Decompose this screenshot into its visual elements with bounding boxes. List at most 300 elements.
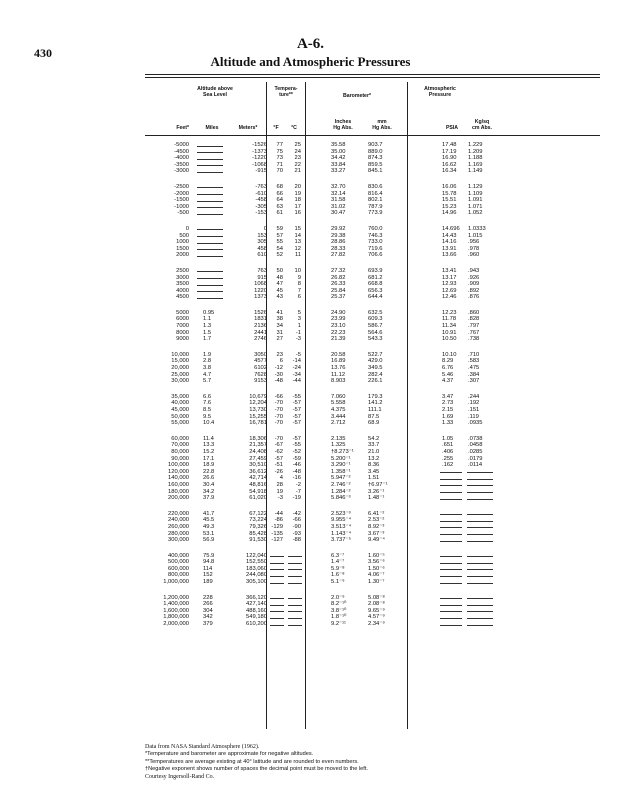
cell-miles: 6.6 bbox=[203, 393, 212, 400]
row-group bbox=[145, 553, 600, 586]
cell-deg-c: 8 bbox=[297, 281, 301, 288]
cell-psia-blank-rule bbox=[440, 541, 462, 542]
cell-feet: 300,000 bbox=[168, 537, 189, 544]
table-row bbox=[145, 365, 600, 372]
cell-kg-sq-cm: .860 bbox=[468, 309, 480, 316]
row-group bbox=[145, 394, 600, 427]
cell-deg-c: 16 bbox=[294, 210, 301, 217]
table-row bbox=[145, 210, 600, 217]
cell-inches-hg: 7.060 bbox=[331, 393, 346, 400]
table-row bbox=[145, 559, 600, 566]
cell-deg-f-blank-rule bbox=[270, 605, 284, 606]
cell-deg-c: -52 bbox=[292, 448, 301, 455]
cell-meters: 61,020 bbox=[249, 495, 267, 502]
cell-mm-hg: 746.3 bbox=[368, 232, 383, 239]
cell-feet: 280,000 bbox=[168, 530, 189, 537]
cell-inches-hg: 1.284⁻² bbox=[331, 488, 351, 495]
row-group bbox=[145, 595, 600, 628]
cell-deg-f: 31 bbox=[276, 329, 283, 336]
cell-inches-hg: 2.523⁻³ bbox=[331, 510, 351, 517]
cell-psia: 16.62 bbox=[442, 161, 457, 168]
table-row bbox=[145, 162, 600, 169]
cell-deg-c-blank-rule bbox=[288, 576, 302, 577]
cell-feet: 200,000 bbox=[168, 495, 189, 502]
cell-meters: -610 bbox=[255, 190, 267, 197]
cell-deg-c-blank-rule bbox=[288, 556, 302, 557]
cell-inches-hg: 26.82 bbox=[331, 274, 346, 281]
header-atmospheric-group: Atmospheric Pressure bbox=[424, 86, 456, 98]
header-psia: PSIA bbox=[445, 125, 459, 131]
cell-psia: 16.06 bbox=[442, 183, 457, 190]
cell-meters: 1526 bbox=[254, 309, 267, 316]
table-row bbox=[145, 239, 600, 246]
cell-deg-c: 9 bbox=[297, 274, 301, 281]
cell-inches-hg: 28.86 bbox=[331, 239, 346, 246]
cell-mm-hg: 54.2 bbox=[368, 435, 380, 442]
cell-deg-f: 48 bbox=[276, 274, 283, 281]
cell-mm-hg: 2.34⁻⁹ bbox=[368, 621, 385, 628]
cell-psia: 13.66 bbox=[442, 252, 457, 259]
cell-psia: 11.34 bbox=[442, 323, 457, 330]
cell-meters: 7628 bbox=[254, 371, 267, 378]
cell-meters: 0 bbox=[263, 225, 267, 232]
table-row bbox=[145, 197, 600, 204]
table-row bbox=[145, 372, 600, 379]
table-row bbox=[145, 336, 600, 343]
cell-feet: -500 bbox=[177, 210, 189, 217]
cell-miles: 30.4 bbox=[203, 481, 215, 488]
cell-psia: 6.76 bbox=[442, 365, 454, 372]
cell-feet: -2500 bbox=[174, 183, 189, 190]
cell-miles: 37.9 bbox=[203, 495, 215, 502]
cell-miles-blank-rule bbox=[197, 256, 223, 257]
table-row bbox=[145, 475, 600, 482]
table-row bbox=[145, 400, 600, 407]
cell-miles-blank-rule bbox=[197, 285, 223, 286]
cell-meters: 915 bbox=[257, 274, 267, 281]
cell-feet: -4500 bbox=[174, 148, 189, 155]
cell-mm-hg: 787.9 bbox=[368, 203, 383, 210]
cell-miles: 1.9 bbox=[203, 351, 212, 358]
cell-deg-c: 15 bbox=[294, 225, 301, 232]
cell-deg-c: -59 bbox=[292, 455, 301, 462]
cell-meters: 4577 bbox=[254, 358, 267, 365]
cell-meters: 3050 bbox=[254, 351, 267, 358]
table-row bbox=[145, 281, 600, 288]
cell-deg-f: 64 bbox=[276, 197, 283, 204]
header-mm-hg: mm Hg Abs. bbox=[372, 119, 392, 131]
page-number: 430 bbox=[34, 46, 52, 60]
cell-psia: 14.16 bbox=[442, 239, 457, 246]
cell-inches-hg: 9.955⁻⁴ bbox=[331, 517, 352, 524]
cell-deg-f: -86 bbox=[274, 517, 283, 524]
table-row bbox=[145, 469, 600, 476]
cell-inches-hg: 3.444 bbox=[331, 413, 346, 420]
table-row bbox=[145, 275, 600, 282]
cell-miles-blank-rule bbox=[197, 278, 223, 279]
cell-meters: 1068 bbox=[254, 281, 267, 288]
cell-feet: 9000 bbox=[176, 336, 189, 343]
table-row bbox=[145, 323, 600, 330]
cell-deg-f: -12 bbox=[274, 365, 283, 372]
table-row bbox=[145, 246, 600, 253]
cell-inches-hg: 3.737⁻⁵ bbox=[331, 537, 351, 544]
table-row bbox=[145, 489, 600, 496]
cell-deg-c-blank-rule bbox=[288, 563, 302, 564]
cell-mm-hg: 1.48⁻¹ bbox=[368, 495, 385, 502]
cell-feet: 1000 bbox=[176, 239, 189, 246]
cell-kg-sq-cm: .0285 bbox=[468, 448, 483, 455]
cell-deg-f: 45 bbox=[276, 287, 283, 294]
cell-miles: 10.4 bbox=[203, 420, 215, 427]
cell-miles: 266 bbox=[203, 601, 213, 608]
cell-mm-hg: 8.36 bbox=[368, 462, 380, 469]
cell-deg-c: 25 bbox=[294, 142, 301, 148]
table-row bbox=[145, 394, 600, 401]
cell-feet: 8000 bbox=[176, 329, 189, 336]
header-temperature-group: Tempera- ture** bbox=[274, 86, 298, 98]
cell-miles: 75.9 bbox=[203, 552, 215, 559]
cell-deg-f: -66 bbox=[274, 393, 283, 400]
cell-kg-sq-cm: 1.229 bbox=[468, 142, 483, 148]
table-row bbox=[145, 621, 600, 628]
table-row bbox=[145, 352, 600, 359]
cell-psia-blank-rule bbox=[440, 527, 462, 528]
cell-inches-hg: 32.14 bbox=[331, 190, 346, 197]
cell-kg-sq-cm-blank-rule bbox=[467, 492, 493, 493]
cell-kg-sq-cm: .119 bbox=[468, 413, 479, 420]
cell-deg-c: -55 bbox=[292, 442, 301, 449]
cell-deg-f: 47 bbox=[276, 281, 283, 288]
cell-kg-sq-cm-blank-rule bbox=[467, 598, 493, 599]
cell-mm-hg: 9.65⁻⁹ bbox=[368, 607, 385, 614]
cell-meters: 16,781 bbox=[249, 420, 267, 427]
cell-meters: 24,408 bbox=[249, 448, 267, 455]
cell-deg-f: -30 bbox=[274, 371, 283, 378]
cell-deg-c: -5 bbox=[295, 351, 301, 358]
cell-feet: -3000 bbox=[174, 168, 189, 175]
table-row bbox=[145, 149, 600, 156]
cell-mm-hg: 609.3 bbox=[368, 316, 383, 323]
cell-mm-hg: 3.67⁻³ bbox=[368, 530, 385, 537]
cell-psia-blank-rule bbox=[440, 618, 462, 619]
cell-meters: 10,679 bbox=[249, 393, 267, 400]
cell-mm-hg: 3.56⁻⁶ bbox=[368, 559, 385, 566]
cell-miles: 1.1 bbox=[203, 316, 212, 323]
cell-deg-c-blank-rule bbox=[288, 569, 302, 570]
header-bottom-rule bbox=[145, 135, 600, 136]
cell-meters: 42,714 bbox=[249, 475, 267, 482]
cell-kg-sq-cm: 1.091 bbox=[468, 197, 483, 204]
cell-feet: 90,000 bbox=[171, 455, 189, 462]
cell-miles-blank-rule bbox=[197, 194, 223, 195]
cell-feet: 800,000 bbox=[168, 572, 189, 579]
header-deg-f: °F bbox=[273, 125, 279, 131]
cell-meters: 13,730 bbox=[249, 407, 267, 413]
cell-mm-hg: 693.9 bbox=[368, 267, 383, 274]
table-row bbox=[145, 436, 600, 443]
cell-psia-blank-rule bbox=[440, 625, 462, 626]
cell-mm-hg: 179.3 bbox=[368, 393, 383, 400]
cell-deg-c: -57 bbox=[292, 435, 301, 442]
table-row bbox=[145, 456, 600, 463]
cell-deg-c: -7 bbox=[295, 488, 301, 495]
table-row bbox=[145, 511, 600, 518]
cell-deg-c-blank-rule bbox=[288, 618, 302, 619]
header-meters: Meters* bbox=[238, 125, 258, 131]
cell-deg-c: 3 bbox=[297, 316, 301, 323]
cell-feet: -2000 bbox=[174, 190, 189, 197]
cell-inches-hg: 4.375 bbox=[331, 407, 346, 413]
cell-psia: 11.78 bbox=[442, 316, 457, 323]
cell-psia-blank-rule bbox=[440, 598, 462, 599]
cell-meters: 2136 bbox=[254, 323, 267, 330]
cell-mm-hg: 760.0 bbox=[368, 225, 383, 232]
table-row bbox=[145, 142, 600, 149]
cell-kg-sq-cm: 1.169 bbox=[468, 161, 483, 168]
cell-mm-hg: 68.9 bbox=[368, 420, 380, 427]
row-group bbox=[145, 511, 600, 544]
cell-inches-hg: †8.273⁻¹ bbox=[331, 448, 354, 455]
cell-deg-f: 55 bbox=[276, 239, 283, 246]
cell-feet: 1,600,000 bbox=[163, 607, 189, 614]
cell-mm-hg: 282.4 bbox=[368, 371, 383, 378]
cell-miles: 9.5 bbox=[203, 413, 212, 420]
cell-miles-blank-rule bbox=[197, 271, 223, 272]
cell-meters: 2441 bbox=[254, 329, 267, 336]
table-row bbox=[145, 330, 600, 337]
cell-mm-hg: 1.30⁻⁷ bbox=[368, 579, 385, 586]
cell-mm-hg: 111.1 bbox=[368, 407, 382, 413]
cell-mm-hg: 3.26⁻¹ bbox=[368, 488, 385, 495]
cell-miles: 45.5 bbox=[203, 517, 215, 524]
cell-feet: 15,000 bbox=[171, 358, 189, 365]
cell-inches-hg: 32.70 bbox=[331, 183, 346, 190]
cell-deg-c: 5 bbox=[297, 309, 301, 316]
cell-psia-blank-rule bbox=[440, 576, 462, 577]
cell-psia: 12.46 bbox=[442, 294, 457, 301]
table-row bbox=[145, 414, 600, 421]
cell-inches-hg: 2.0⁻⁹ bbox=[331, 594, 345, 601]
cell-psia-blank-rule bbox=[440, 492, 462, 493]
cell-mm-hg: 773.9 bbox=[368, 210, 383, 217]
cell-feet: 1,000,000 bbox=[163, 579, 189, 586]
cell-kg-sq-cm: 1.109 bbox=[468, 190, 483, 197]
cell-mm-hg: 13.2 bbox=[368, 455, 380, 462]
cell-deg-c: 6 bbox=[297, 294, 301, 301]
row-group bbox=[145, 226, 600, 259]
cell-meters: 67,122 bbox=[249, 510, 267, 517]
cell-psia: 1.33 bbox=[442, 420, 454, 427]
table-row bbox=[145, 358, 600, 365]
cell-deg-f: -48 bbox=[274, 378, 283, 385]
cell-meters: 27,459 bbox=[249, 455, 267, 462]
cell-deg-f-blank-rule bbox=[270, 556, 284, 557]
cell-miles: 189 bbox=[203, 579, 213, 586]
cell-kg-sq-cm: .797 bbox=[468, 323, 480, 330]
cell-inches-hg: 2.135 bbox=[331, 435, 346, 442]
cell-miles: 5.7 bbox=[203, 378, 212, 385]
cell-deg-c: -90 bbox=[292, 523, 301, 530]
cell-miles: 41.7 bbox=[203, 510, 215, 517]
cell-deg-f: 43 bbox=[276, 294, 283, 301]
cell-psia: 13.17 bbox=[442, 274, 457, 281]
cell-deg-f: 34 bbox=[276, 323, 283, 330]
cell-meters: -1220 bbox=[252, 155, 267, 162]
cell-inches-hg: 6.3⁻⁷ bbox=[331, 552, 345, 559]
cell-kg-sq-cm: 1.209 bbox=[468, 148, 483, 155]
cell-deg-c: 24 bbox=[294, 148, 301, 155]
cell-psia: 15.23 bbox=[442, 203, 457, 210]
cell-kg-sq-cm-blank-rule bbox=[467, 521, 493, 522]
cell-meters: 152,550 bbox=[246, 559, 267, 566]
table-row bbox=[145, 462, 600, 469]
cell-psia: .162 bbox=[442, 462, 454, 469]
cell-deg-f: 52 bbox=[276, 252, 283, 259]
table-row bbox=[145, 449, 600, 456]
cell-miles-blank-rule bbox=[197, 159, 223, 160]
cell-miles-blank-rule bbox=[197, 214, 223, 215]
cell-kg-sq-cm: .192 bbox=[468, 400, 480, 407]
cell-mm-hg: 845.1 bbox=[368, 168, 383, 175]
cell-deg-f: 66 bbox=[276, 190, 283, 197]
cell-miles: 49.3 bbox=[203, 523, 215, 530]
cell-mm-hg: 586.7 bbox=[368, 323, 383, 330]
cell-kg-sq-cm-blank-rule bbox=[467, 485, 493, 486]
cell-mm-hg: 733.0 bbox=[368, 239, 383, 246]
cell-feet: -3500 bbox=[174, 161, 189, 168]
table-row bbox=[145, 601, 600, 608]
cell-psia-blank-rule bbox=[440, 563, 462, 564]
cell-psia: 12.23 bbox=[442, 309, 457, 316]
cell-deg-c: 7 bbox=[297, 287, 301, 294]
cell-deg-c: -16 bbox=[292, 475, 301, 482]
cell-mm-hg: 141.2 bbox=[368, 400, 383, 407]
cell-meters: 122,040 bbox=[246, 552, 267, 559]
cell-deg-f: -70 bbox=[274, 400, 283, 407]
cell-deg-f: 50 bbox=[276, 267, 283, 274]
row-group bbox=[145, 268, 600, 301]
footnote-source: Data from NASA Standard Atmosphere (1962). bbox=[145, 744, 260, 750]
table-row bbox=[145, 482, 600, 489]
cell-meters: 305,100 bbox=[246, 579, 267, 586]
cell-deg-c-blank-rule bbox=[288, 598, 302, 599]
cell-meters: 549,180 bbox=[246, 614, 267, 621]
cell-kg-sq-cm: .956 bbox=[468, 239, 480, 246]
cell-miles: 379 bbox=[203, 621, 213, 628]
cell-deg-c: -88 bbox=[292, 537, 301, 544]
cell-miles: 94.8 bbox=[203, 559, 215, 566]
cell-inches-hg: 29.92 bbox=[331, 225, 346, 232]
cell-meters: -458 bbox=[255, 197, 267, 204]
cell-deg-f: -51 bbox=[274, 462, 283, 469]
cell-deg-f: 61 bbox=[276, 210, 283, 217]
cell-feet: 100,000 bbox=[168, 462, 189, 469]
cell-kg-sq-cm: .307 bbox=[468, 378, 480, 385]
cell-kg-sq-cm-blank-rule bbox=[467, 556, 493, 557]
cell-psia: 10.10 bbox=[442, 351, 457, 358]
cell-kg-sq-cm: .583 bbox=[468, 358, 480, 365]
cell-inches-hg: 13.76 bbox=[331, 365, 346, 372]
cell-psia-blank-rule bbox=[440, 605, 462, 606]
cell-deg-c: -34 bbox=[292, 371, 301, 378]
cell-mm-hg: 6.41⁻² bbox=[368, 510, 385, 517]
cell-feet: 5000 bbox=[176, 309, 189, 316]
cell-mm-hg: 9.49⁻⁴ bbox=[368, 537, 385, 544]
cell-psia: 14.696 bbox=[442, 225, 460, 232]
cell-mm-hg: 349.5 bbox=[368, 365, 383, 372]
cell-feet: 240,000 bbox=[168, 517, 189, 524]
cell-inches-hg: 1.143⁻⁴ bbox=[331, 530, 352, 537]
cell-meters: -1373 bbox=[252, 148, 267, 155]
cell-feet: 120,000 bbox=[168, 468, 189, 475]
cell-inches-hg: 26.33 bbox=[331, 281, 346, 288]
cell-meters: 153 bbox=[257, 232, 267, 239]
table-title: Altitude and Atmospheric Pressures bbox=[210, 54, 411, 69]
table-row bbox=[145, 420, 600, 427]
cell-kg-sq-cm: .475 bbox=[468, 365, 480, 372]
cell-inches-hg: 23.99 bbox=[331, 316, 346, 323]
cell-feet: 500 bbox=[179, 232, 189, 239]
cell-psia: 1.05 bbox=[442, 435, 454, 442]
cell-psia: 16.34 bbox=[442, 168, 457, 175]
cell-mm-hg: 830.6 bbox=[368, 183, 383, 190]
cell-deg-f: 70 bbox=[276, 168, 283, 175]
table-row bbox=[145, 191, 600, 198]
cell-feet: 25,000 bbox=[171, 371, 189, 378]
cell-psia-blank-rule bbox=[440, 556, 462, 557]
table-row bbox=[145, 155, 600, 162]
cell-kg-sq-cm: .767 bbox=[468, 329, 480, 336]
cell-miles: 7.6 bbox=[203, 400, 212, 407]
cell-kg-sq-cm: 1.071 bbox=[468, 203, 483, 210]
cell-psia: .406 bbox=[442, 448, 454, 455]
cell-deg-f: 38 bbox=[276, 316, 283, 323]
cell-meters: -915 bbox=[255, 168, 267, 175]
header-altitude-group: Altitude above Sea Level bbox=[197, 86, 233, 98]
cell-miles-blank-rule bbox=[197, 152, 223, 153]
cell-inches-hg: 1.6⁻⁸ bbox=[331, 572, 345, 579]
cell-miles: 34.2 bbox=[203, 488, 215, 495]
table-title-block bbox=[0, 36, 621, 70]
cell-mm-hg: 874.3 bbox=[368, 155, 383, 162]
cell-mm-hg: 656.3 bbox=[368, 287, 383, 294]
row-group bbox=[145, 142, 600, 175]
cell-deg-c: -55 bbox=[292, 393, 301, 400]
cell-psia: 2.15 bbox=[442, 407, 454, 413]
footnotes bbox=[145, 744, 605, 781]
table-row bbox=[145, 495, 600, 502]
cell-inches-hg: 23.10 bbox=[331, 323, 346, 330]
cell-miles: 18.9 bbox=[203, 462, 215, 469]
cell-deg-f: 54 bbox=[276, 245, 283, 252]
cell-mm-hg: 668.8 bbox=[368, 281, 383, 288]
header-top-rule bbox=[145, 74, 600, 75]
cell-deg-c: -46 bbox=[292, 462, 301, 469]
cell-inches-hg: 34.42 bbox=[331, 155, 346, 162]
cell-meters: 1831 bbox=[254, 316, 267, 323]
cell-meters: 458 bbox=[257, 245, 267, 252]
cell-deg-c: -57 bbox=[292, 400, 301, 407]
cell-feet: 2,000,000 bbox=[163, 621, 189, 628]
cell-deg-c: -66 bbox=[292, 517, 301, 524]
cell-deg-c: 1 bbox=[297, 323, 301, 330]
cell-deg-c: 23 bbox=[294, 155, 301, 162]
cell-meters: 244,080 bbox=[246, 572, 267, 579]
cell-kg-sq-cm-blank-rule bbox=[467, 605, 493, 606]
cell-deg-f-blank-rule bbox=[270, 598, 284, 599]
cell-deg-c: 13 bbox=[294, 239, 301, 246]
